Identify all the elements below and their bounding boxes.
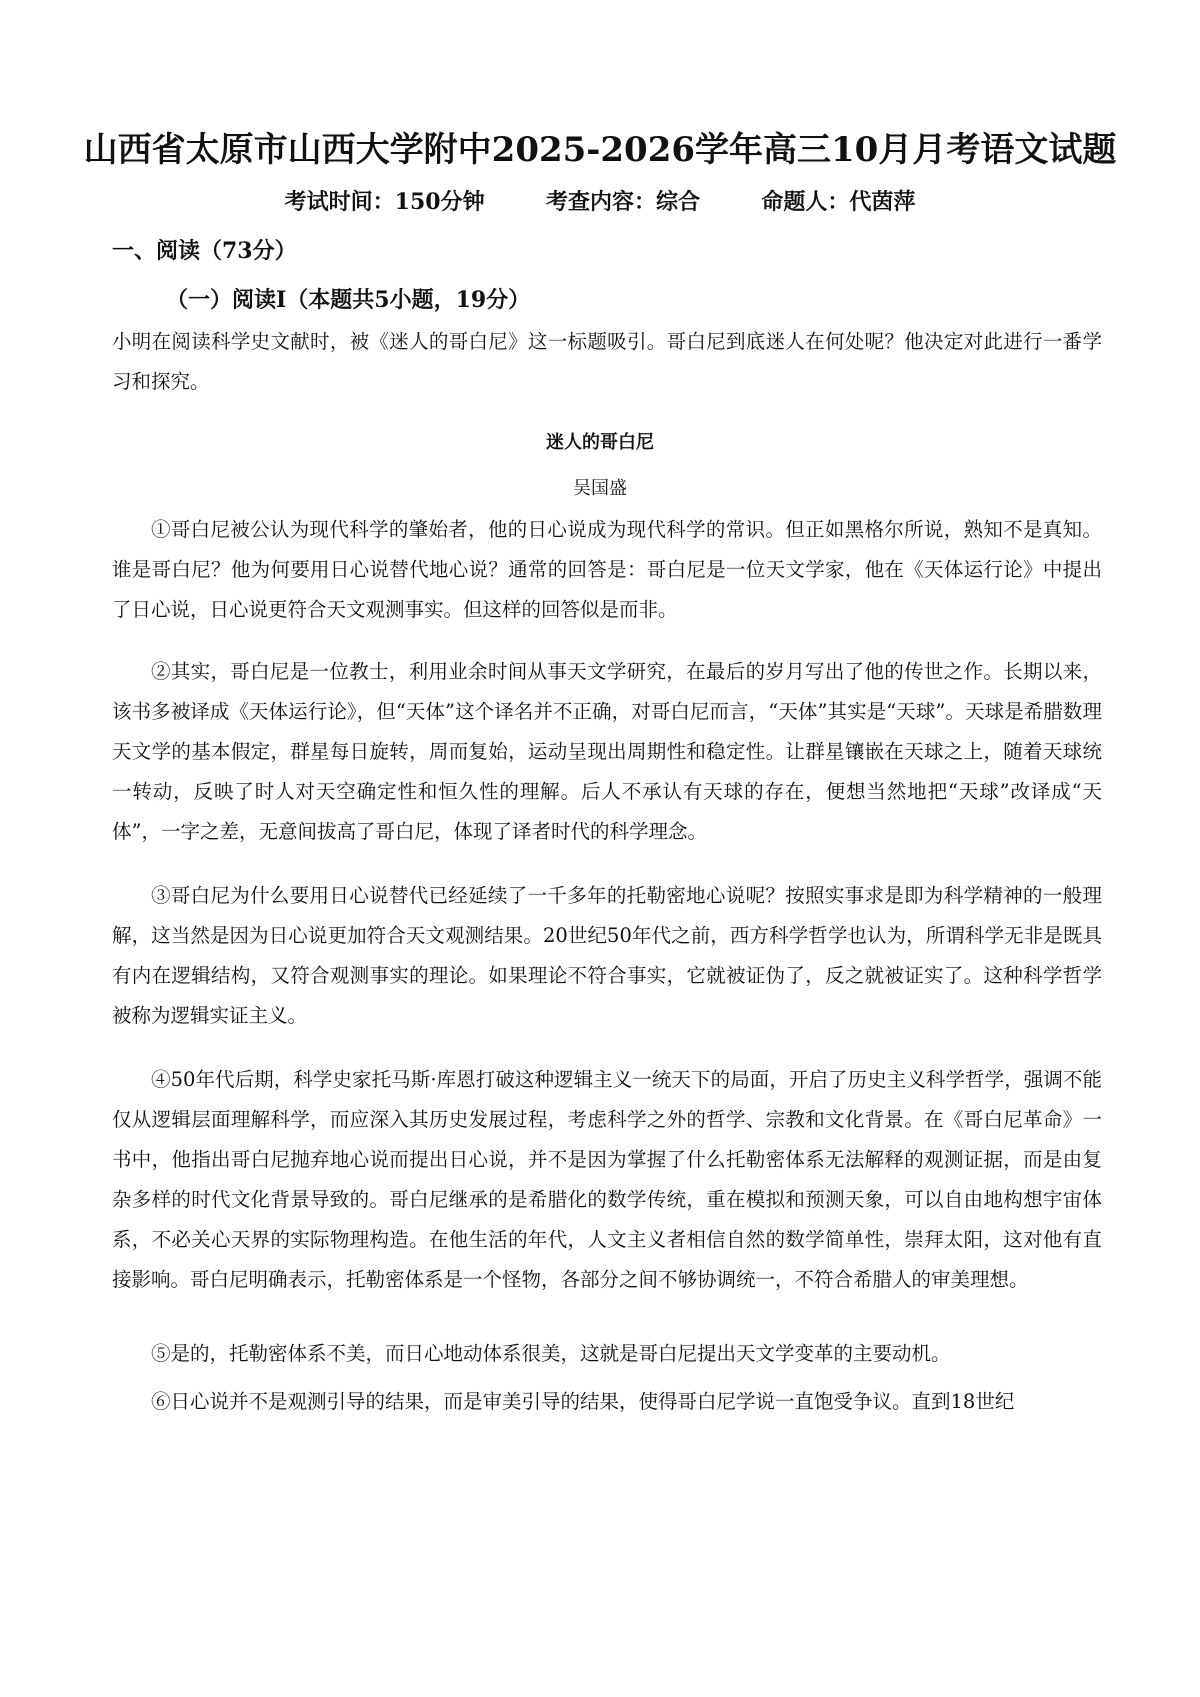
reading-intro: 小明在阅读科学史文献时，被《迷人的哥白尼》这一标题吸引。哥白尼到底迷人在何处呢？他决定对此进行一番学习和探究。 [112, 330, 1102, 393]
article-author: 吴国盛 [573, 478, 627, 499]
article-paragraph-1: ①哥白尼被公认为现代科学的肇始者，他的日心说成为现代科学的常识。但正如黑格尔所说，熟知不是真知。谁是哥白尼？他为何要用日心说替代地心说？通常的回答是：哥白尼是一位天文学家，他在《天体运行论》中提出了日心说，日心说更符合天文观测事实。但这样的回答似是而非。 [112, 518, 1102, 621]
exam-content: 考查内容：综合 [545, 189, 700, 215]
reading-subheading: （一）阅读Ⅰ（本题共5小题，19分） [166, 287, 531, 313]
article-paragraph-5: ⑤是的，托勒密体系不美，而日心地动体系很美，这就是哥白尼提出天文学变革的主要动机。 [151, 1342, 951, 1365]
exam-title: 山西省太原市山西大学附中2025-2026学年高三10月月考语文试题 [83, 130, 1117, 170]
section-heading: 一、阅读（73分） [112, 238, 297, 264]
article-paragraph-6: ⑥日心说并不是观测引导的结果，而是审美引导的结果，使得哥白尼学说一直饱受争议。直到18世纪 [151, 1390, 1015, 1413]
exam-time: 考试时间：150分钟 [284, 189, 485, 215]
article-paragraph-4: ④50年代后期，科学史家托马斯·库恩打破这种逻辑主义一统天下的局面，开启了历史主义科学哲学，强调不能仅从逻辑层面理解科学，而应深入其历史发展过程，考虑科学之外的哲学、宗教和文化背景。在《哥白尼革命》一书中，他指出哥白尼抛弃地心说而提出日心说，并不是因为掌握了什么托勒密体系无法解释的观测证据，而是由复杂多样的时代文化背景导致的。哥白尼继承的是希腊化的数学传统，重在模拟和预测天象，可以自由地构想宇宙体系，不必关心天界的实际物理构造。在他生活的年代，人文主义者相信自然的数学简单性，崇拜太阳，这对他有直接影响。哥白尼明确表示，托勒密体系是一个怪物，各部分之间不够协调统一，不符合希腊人的审美理想。 [112, 1068, 1102, 1291]
exam-author: 命题人：代茵萍 [761, 189, 916, 215]
exam-info-line [60, 185, 1140, 216]
article-paragraph-2: ②其实，哥白尼是一位教士，利用业余时间从事天文学研究，在最后的岁月写出了他的传世之作。长期以来，该书多被译成《天体运行论》，但“天体”这个译名并不正确，对哥白尼而言，“天体”其实是“天球”。天球是希腊数理天文学的基本假定，群星每日旋转，周而复始，运动呈现出周期性和稳定性。让群星镶嵌在天球之上，随着天球统一转动，反映了时人对天空确定性和恒久性的理解。后人不承认有天球的存在，便想当然地把“天球”改译成“天体”，一字之差，无意间拔高了哥白尼，体现了译者时代的科学理念。 [112, 660, 1102, 843]
article-title: 迷人的哥白尼 [546, 432, 654, 453]
article-paragraph-3: ③哥白尼为什么要用日心说替代已经延续了一千多年的托勒密地心说呢？按照实事求是即为科学精神的一般理解，这当然是因为日心说更加符合天文观测结果。20世纪50年代之前，西方科学哲学也认为，所谓科学无非是既具有内在逻辑结构，又符合观测事实的理论。如果理论不符合事实，它就被证伪了，反之就被证实了。这种科学哲学被称为逻辑实证主义。 [112, 884, 1102, 1027]
